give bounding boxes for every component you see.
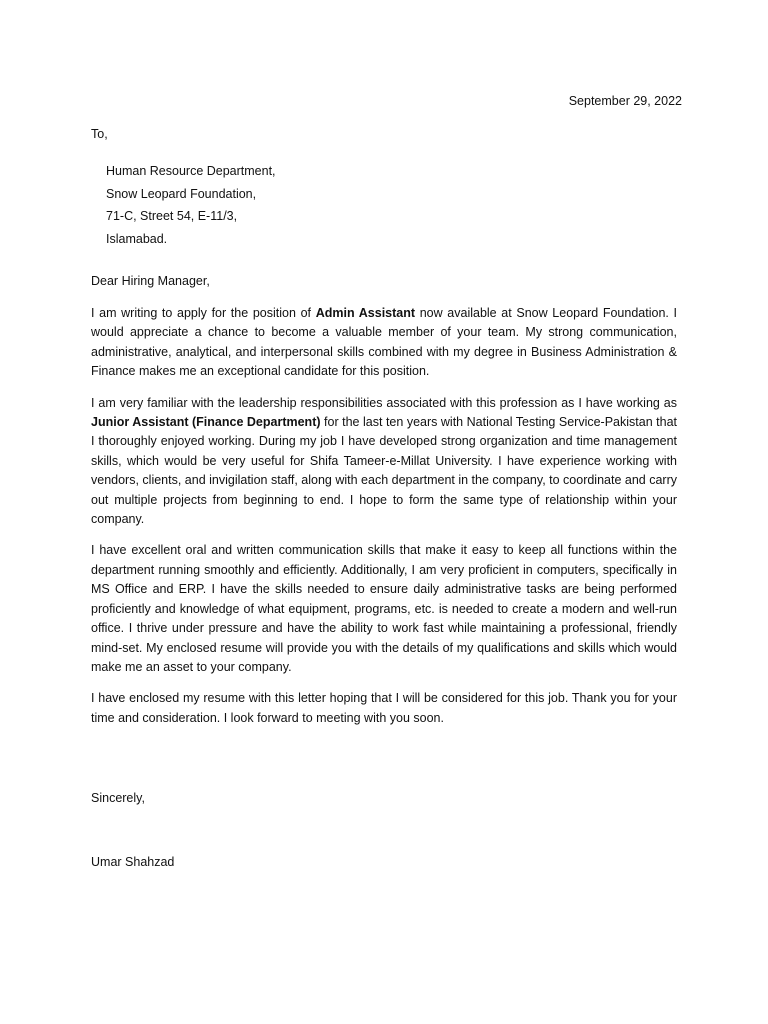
paragraph-2-start: I am very familiar with the leadership responsibilities associated with this profession as I have working as bbox=[91, 395, 677, 410]
letter-body bbox=[91, 304, 677, 740]
paragraph-1-end: now available at Snow Leopard Foundation. I would appreciate a chance to become a valuable member of your team. My strong communication, administrative, analytical, and interpersonal skills combined with my degree in Business Administration & Finance makes me an exceptional candidate for this position. bbox=[91, 306, 677, 379]
paragraph-3: I have excellent oral and written communication skills that make it easy to keep all functions within the department running smoothly and efficiently. Additionally, I am very proficient in computers, specifically in MS Office and ERP. I have the skills needed to ensure daily administrative tasks are being performed proficiently and knowledge of what equipment, programs, etc. is needed to create a modern and well-run office. I thrive under pressure and have the ability to work fast while maintaining a professional, friendly mind-set. My enclosed resume will provide you with the details of my qualifications and skills which would make me an asset to your company. bbox=[91, 543, 677, 674]
previous-role: Junior Assistant (Finance Department) bbox=[91, 415, 321, 430]
to-line: To, bbox=[91, 127, 108, 141]
paragraph-2 bbox=[91, 394, 677, 530]
letter-date: September 29, 2022 bbox=[568, 94, 682, 108]
paragraph-2-end: for the last ten years with National Testing Service-Pakistan that I thoroughly enjoyed working. During my job I have developed strong organization and time management skills, which would be very useful for Shifa Tameer-e-Millat University. I have experience working with vendors, clients, and invigilation staff, along with each department in the company, to coordinate and carry out multiple projects from beginning to end. I hope to form the same type of relationship within your company. bbox=[91, 415, 678, 527]
address-line: 71-C, Street 54, E-11/3, bbox=[106, 209, 238, 223]
address-line: Islamabad. bbox=[106, 231, 168, 246]
salutation: Dear Hiring Manager, bbox=[91, 274, 210, 288]
closing: Sincerely, bbox=[91, 791, 145, 805]
signature-name: Umar Shahzad bbox=[91, 855, 175, 869]
paragraph-1 bbox=[91, 304, 677, 382]
address-line: Snow Leopard Foundation, bbox=[106, 186, 257, 201]
paragraph-4: I have enclosed my resume with this letter hoping that I will be considered for this job. Thank you for your time and consideration. I look forward to meeting with you soon. bbox=[91, 691, 677, 725]
address-line: Human Resource Department, bbox=[106, 164, 276, 178]
position-title: Admin Assistant bbox=[315, 306, 416, 320]
paragraph-1-start: I am writing to apply for the position of bbox=[91, 306, 316, 320]
recipient-address bbox=[106, 160, 276, 250]
